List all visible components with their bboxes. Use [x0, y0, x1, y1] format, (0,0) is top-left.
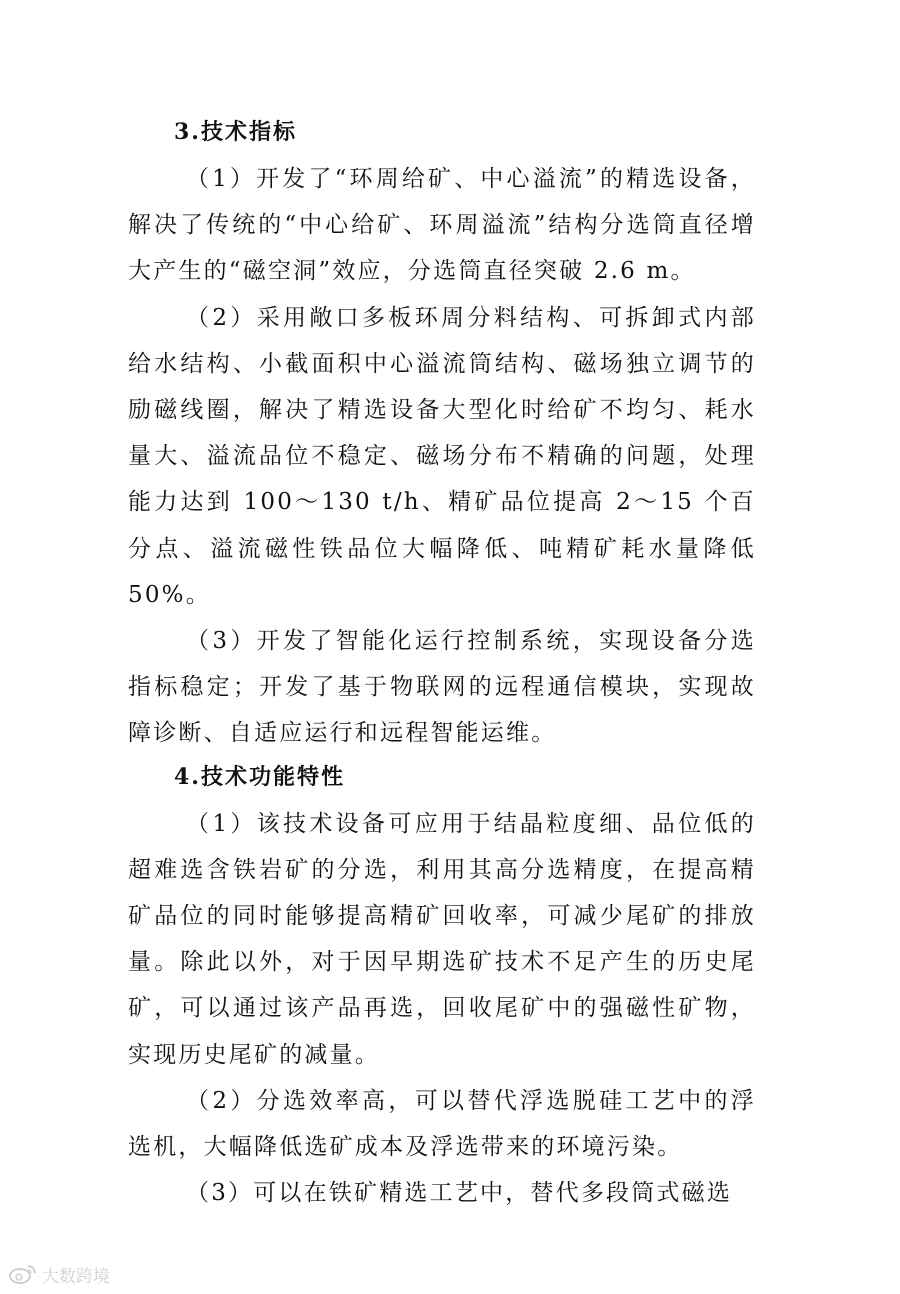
paragraph-tech-indicator-3: （3）开发了智能化运行控制系统，实现设备分选指标稳定；开发了基于物联网的远程通信模块，实现故障诊断、自适应运行和远程智能运维。 [128, 628, 756, 747]
paragraph-tech-feature-1: （1）该技术设备可应用于结晶粒度细、品位低的超难选含铁岩矿的分选，利用其高分选精度，在提高精矿品位的同时能够提高精矿回收率，可减少尾矿的排放量。除此以外，对于因早期选矿技术不足产生的历史尾矿，可以通过该产品再选，回收尾矿中的强磁性矿物，实现历史尾矿的减量。 [128, 810, 756, 1068]
section-heading-tech-indicators: 3.技术指标 [174, 119, 297, 145]
watermark [8, 1262, 110, 1286]
section-heading-tech-features: 4.技术功能特性 [174, 763, 345, 790]
paragraph-tech-indicator-1: （1）开发了“环周给矿、中心溢流”的精选设备，解决了传统的“中心给矿、环周溢流”结构分选筒直径增大产生的“磁空洞”效应，分选筒直径突破 2.6 m。 [128, 166, 756, 285]
paragraph-tech-feature-2: （2）分选效率高，可以替代浮选脱硅工艺中的浮选机，大幅降低选矿成本及浮选带来的环境污染。 [128, 1087, 756, 1161]
watermark-text: 大数跨境 [42, 1266, 110, 1287]
document-body [128, 112, 756, 1216]
paragraph-tech-indicator-2: （2）采用敞口多板环周分料结构、可拆卸式内部给水结构、小截面积中心溢流筒结构、磁场独立调节的励磁线圈，解决了精选设备大型化时给矿不均匀、耗水量大、溢流品位不稳定、磁场分布不精确的问题，处理能力达到 100～130 t/h、精矿品位提高 2～15 个百分点、溢流磁性铁品位大幅降低、吨精矿耗水量降低50%。 [128, 304, 756, 608]
paragraph-tech-feature-3: （3）可以在铁矿精选工艺中，替代多段筒式磁选 [186, 1180, 733, 1207]
sina-weibo-icon [8, 1263, 38, 1285]
